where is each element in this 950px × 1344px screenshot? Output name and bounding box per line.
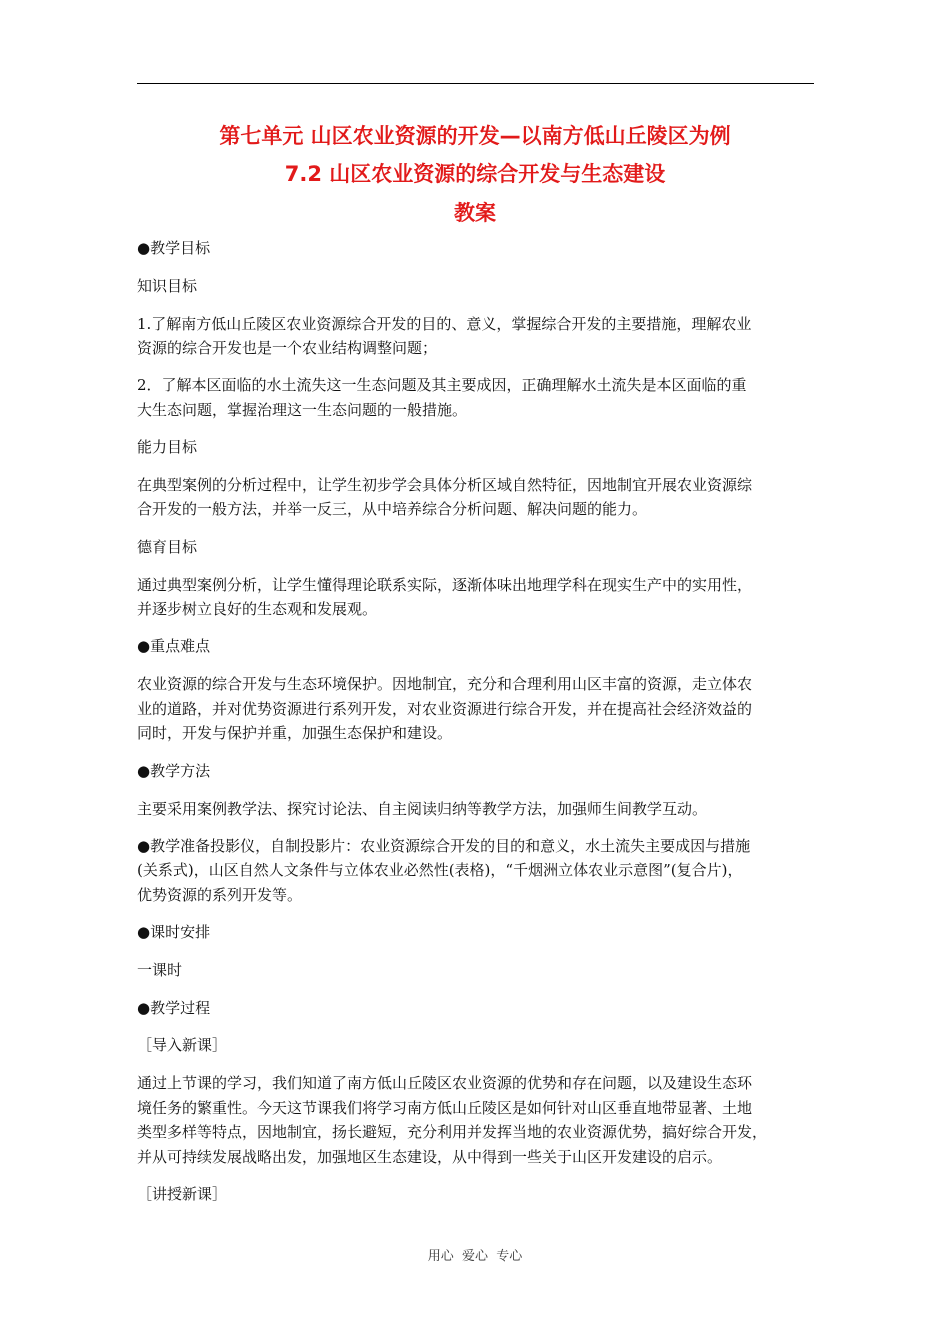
- header-rule: [137, 83, 814, 84]
- paragraph-line: 1.了解南方低山丘陵区农业资源综合开发的目的、意义，掌握综合开发的主要措施，理解农业: [137, 315, 752, 333]
- paragraph-line: 同时，开发与保护并重，加强生态保护和建设。: [137, 724, 453, 742]
- unit-title: 第七单元 山区农业资源的开发—以南方低山丘陵区为例: [219, 124, 731, 148]
- paragraph-line: 农业资源的综合开发与生态环境保护。因地制宜，充分和合理利用山区丰富的资源，走立体农: [137, 675, 753, 693]
- heading-class-schedule: ●课时安排: [137, 923, 211, 941]
- paragraph-line: 通过典型案例分析，让学生懂得理论联系实际，逐渐体味出地理学科在现实生产中的实用性，: [137, 576, 753, 594]
- paragraph-line: 类型多样等特点，因地制宜，扬长避短，充分利用并发挥当地的农业资源优势，搞好综合开发，: [137, 1123, 768, 1141]
- subheading-new-lesson: ［讲授新课］: [137, 1185, 228, 1203]
- paragraph-line: 优势资源的系列开发等。: [137, 886, 303, 904]
- paragraph-line: 在典型案例的分析过程中，让学生初步学会具体分析区域自然特征，因地制宜开展农业资源综: [137, 476, 753, 494]
- subheading-moral-goals: 德育目标: [137, 538, 198, 556]
- paragraph-line: 并从可持续发展战略出发，加强地区生态建设，从中得到一些关于山区开发建设的启示。: [137, 1148, 723, 1166]
- subheading-ability-goals: 能力目标: [137, 438, 198, 456]
- doc-type-title: 教案: [454, 201, 496, 225]
- heading-teaching-methods: ●教学方法: [137, 762, 211, 780]
- heading-key-points: ●重点难点: [137, 637, 211, 655]
- heading-teaching-process: ●教学过程: [137, 999, 211, 1017]
- paragraph-line: 境任务的繁重性。今天这节课我们将学习南方低山丘陵区是如何针对山区垂直地带显著、土地: [137, 1099, 753, 1117]
- paragraph-line: 一课时: [137, 961, 183, 979]
- paragraph-line: 主要采用案例教学法、探究讨论法、自主阅读归纳等教学方法，加强师生间教学互动。: [137, 800, 708, 818]
- paragraph-line: 业的道路，并对优势资源进行系列开发，对农业资源进行综合开发，并在提高社会经济效益的: [137, 700, 753, 718]
- paragraph-line: 大生态问题，掌握治理这一生态问题的一般措施。: [137, 401, 468, 419]
- paragraph-line: 通过上节课的学习，我们知道了南方低山丘陵区农业资源的优势和存在问题，以及建设生态环: [137, 1074, 753, 1092]
- paragraph-line: 资源的综合开发也是一个农业结构调整问题；: [137, 339, 438, 357]
- paragraph-line: 2．了解本区面临的水土流失这一生态问题及其主要成因，正确理解水土流失是本区面临的重: [137, 376, 747, 394]
- subheading-knowledge-goals: 知识目标: [137, 277, 198, 295]
- heading-teaching-goals: ●教学目标: [137, 239, 211, 257]
- section-title: 7.2 山区农业资源的综合开发与生态建设: [284, 162, 666, 186]
- paragraph-line: (关系式)，山区自然人文条件与立体农业必然性(表格)，“千烟洲立体农业示意图”(复合片)，: [137, 861, 743, 879]
- paragraph-line: 合开发的一般方法，并举一反三，从中培养综合分析问题、解决问题的能力。: [137, 500, 648, 518]
- page-footer: 用心 爱心 专心: [427, 1249, 523, 1264]
- heading-teaching-preparation: ●教学准备投影仪，自制投影片：农业资源综合开发的目的和意义，水土流失主要成因与措施: [137, 837, 751, 855]
- subheading-introduction: ［导入新课］: [137, 1036, 228, 1054]
- paragraph-line: 并逐步树立良好的生态观和发展观。: [137, 600, 378, 618]
